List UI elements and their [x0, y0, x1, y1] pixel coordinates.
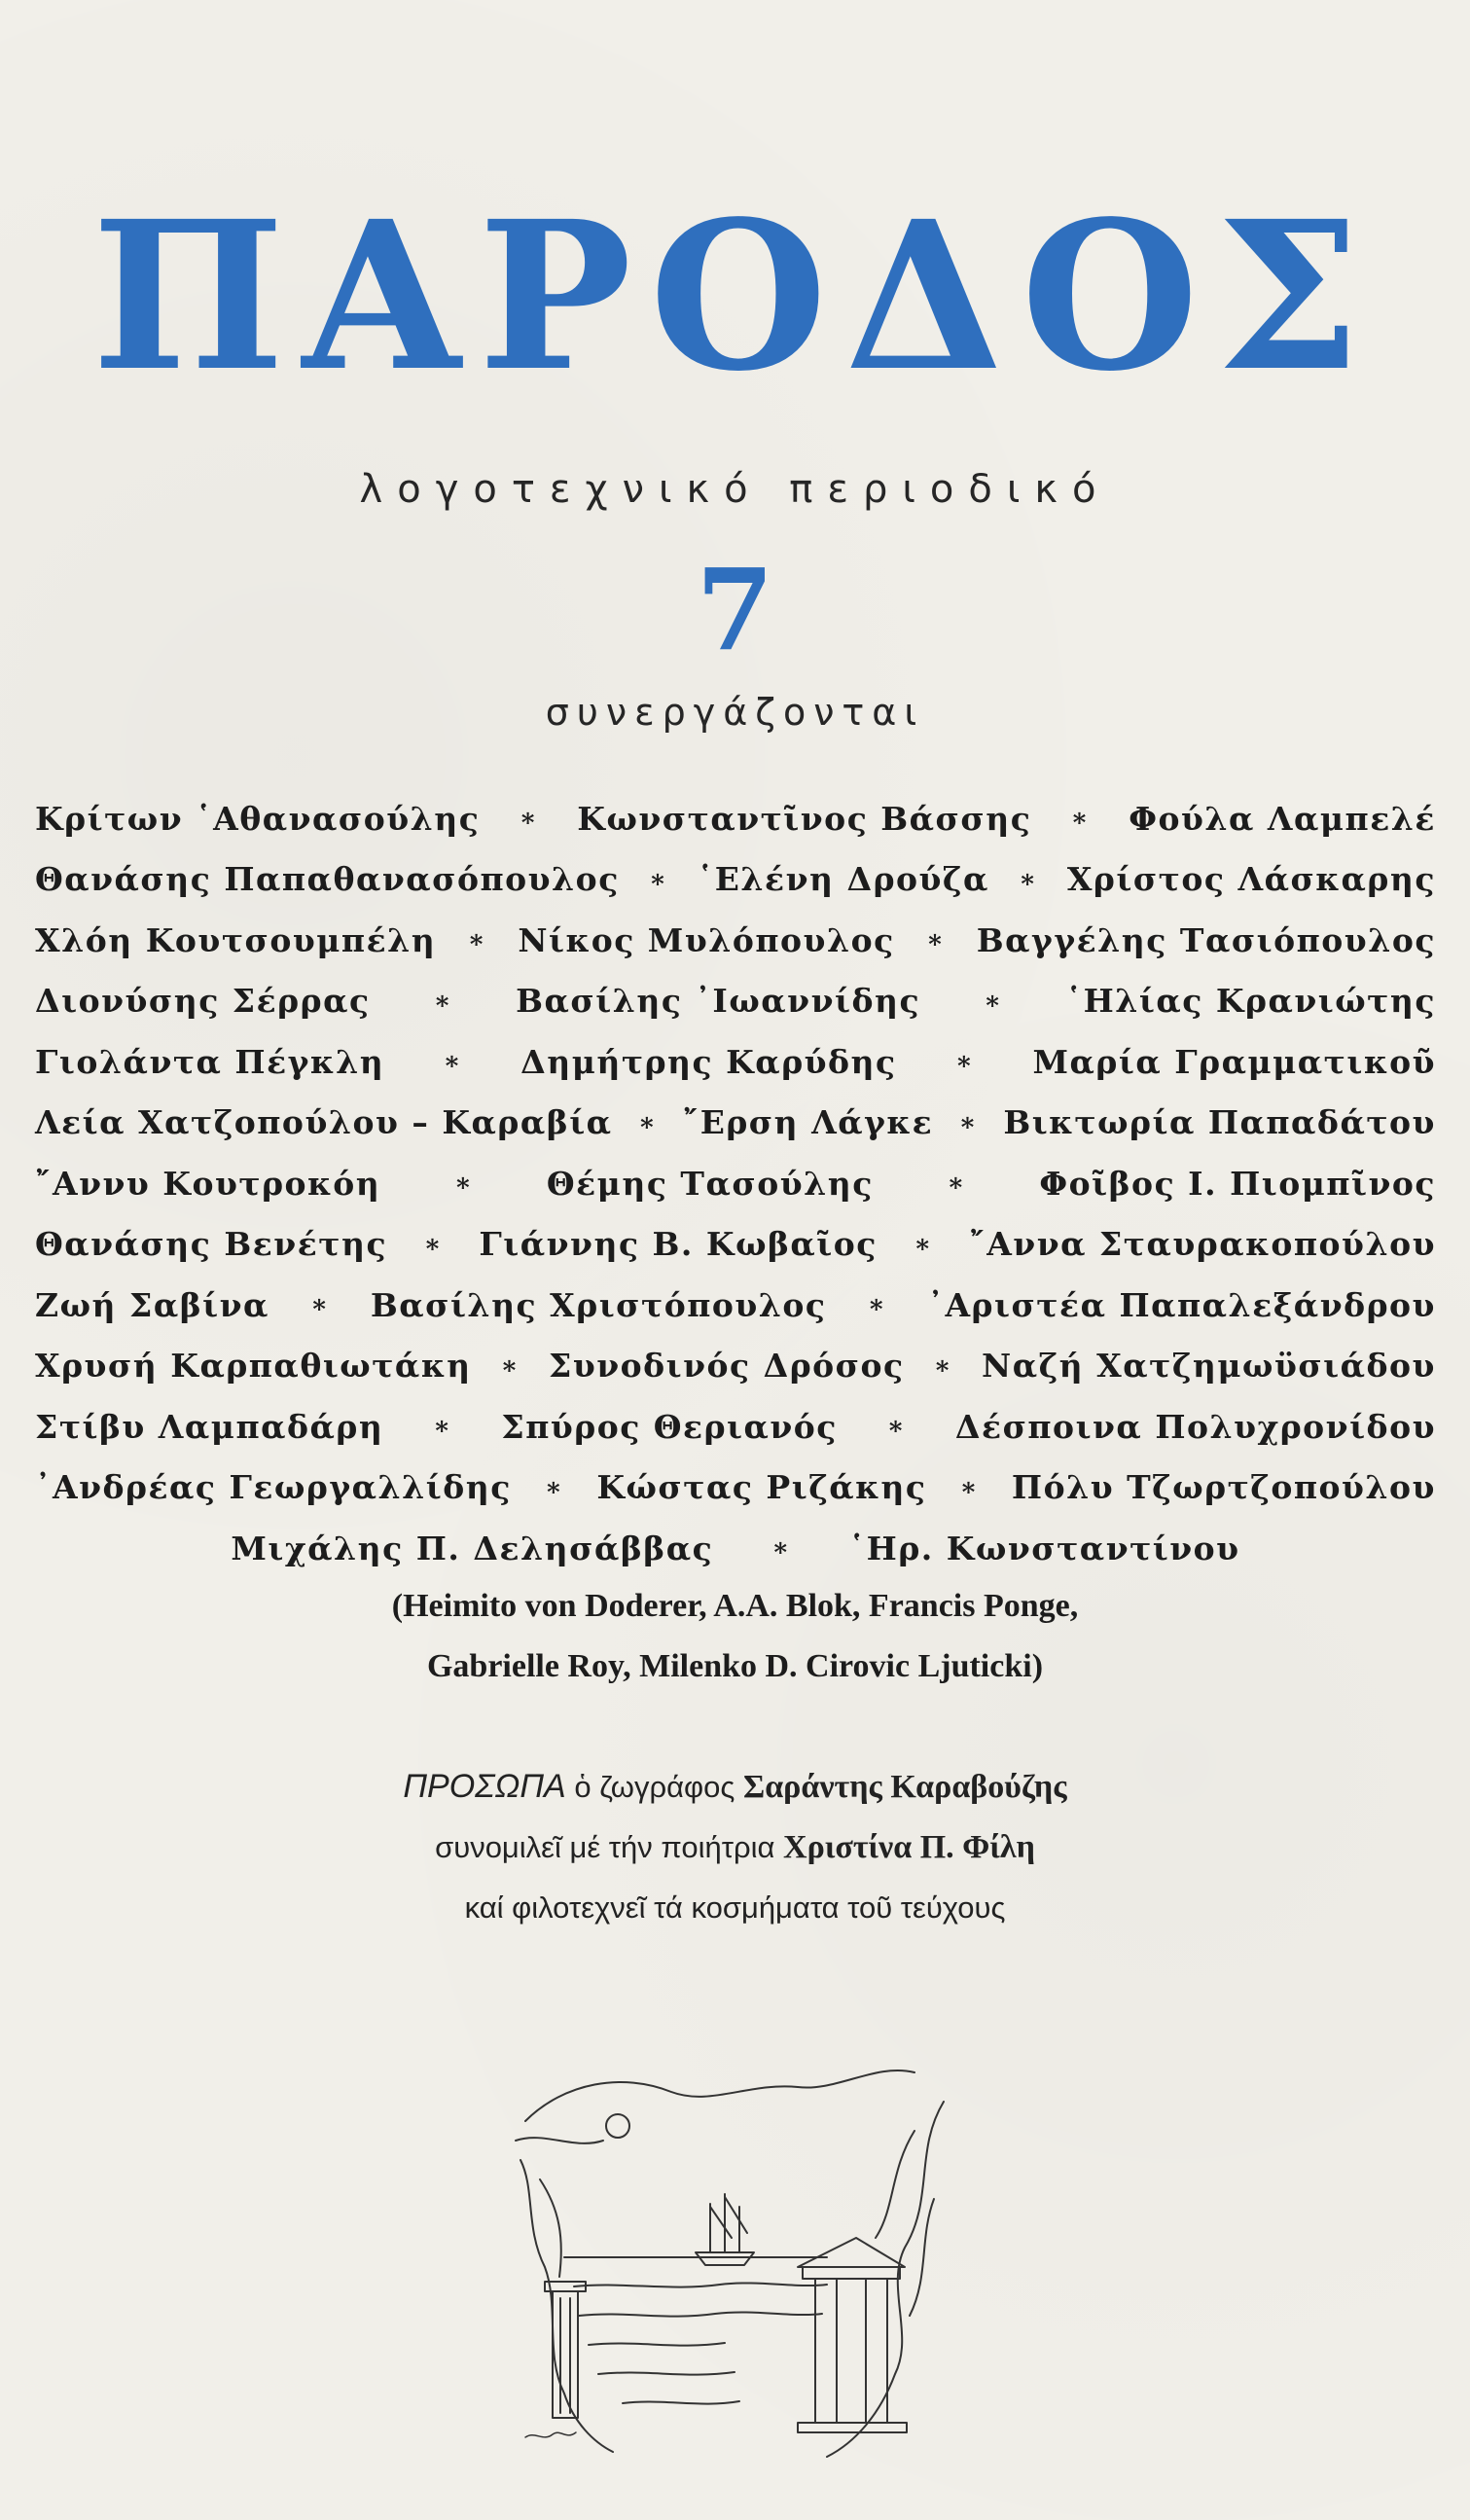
contributor-name: Γιάννης Β. Κωβαῖος — [479, 1225, 878, 1264]
contributor-name: ῾Ηρ. Κωνσταντίνου — [848, 1529, 1240, 1567]
separator-star: ∗ — [310, 1290, 330, 1320]
contributor-row — [35, 910, 1436, 971]
separator-star: ∗ — [867, 1290, 887, 1320]
separator-star: ∗ — [947, 1169, 966, 1199]
separator-star: ∗ — [933, 1350, 953, 1381]
separator-star: ∗ — [443, 1047, 462, 1077]
separator-star: ∗ — [954, 1047, 975, 1077]
prosopa-section — [0, 1756, 1470, 1938]
contributor-name: ῾Ηλίας Κρανιώτης — [1065, 982, 1436, 1021]
separator-star: ∗ — [519, 804, 539, 834]
contributor-name: ᾿Ανδρέας Γεωργαλλίδης — [35, 1468, 512, 1507]
foreign-contributors — [0, 1576, 1470, 1697]
separator-star: ∗ — [1019, 864, 1038, 894]
foreign-line-1: (Heimito von Doderer, A.A. Blok, Francis Ponge, — [391, 1588, 1079, 1624]
contributor-name: ᾿Αριστέα Παπαλεξάνδρου — [927, 1285, 1436, 1324]
contributor-name: Βαγγέλης Τασιόπουλος — [976, 920, 1436, 959]
contributor-row — [35, 1153, 1436, 1214]
separator-star: ∗ — [984, 986, 1003, 1016]
separator-star: ∗ — [886, 1412, 907, 1442]
contributor-name: Πόλυ Τζωρτζοπούλου — [1011, 1468, 1436, 1507]
contributor-row — [35, 1396, 1436, 1458]
contributor-name: Φοῖβος Ι. Πιομπῖνος — [1039, 1164, 1436, 1203]
contributor-name: Ναζή Χατζημωϋσιάδου — [982, 1347, 1436, 1386]
contributor-name: ῎Αννα Σταυρακοπούλου — [969, 1225, 1436, 1264]
separator-star: ∗ — [649, 864, 668, 894]
separator-star: ∗ — [433, 986, 453, 1016]
contributor-row — [35, 788, 1436, 849]
contributor-row — [35, 849, 1436, 911]
contributor-row — [35, 1458, 1436, 1519]
contributor-name: Βασίλης Χριστόπουλος — [370, 1285, 827, 1324]
separator-star: ∗ — [958, 1107, 978, 1137]
contributor-name: Χρίστος Λάσκαρης — [1066, 860, 1436, 899]
painter-name: Σαράντης Καραβούζης — [742, 1769, 1067, 1805]
contributor-row — [35, 1031, 1436, 1093]
separator-star: ∗ — [1070, 804, 1090, 834]
separator-star: ∗ — [423, 1229, 443, 1259]
contributor-name: Κώστας Ριζάκης — [596, 1468, 927, 1507]
contributor-name: Βασίλης ᾿Ιωαννίδης — [516, 982, 921, 1021]
contributor-name: Φούλα Λαμπελέ — [1129, 799, 1436, 838]
contributor-row — [35, 1093, 1436, 1154]
contributor-name: Βικτωρία Παπαδάτου — [1003, 1103, 1436, 1142]
separator-star: ∗ — [500, 1350, 520, 1381]
contributor-name: ῎Ερση Λάγκε — [682, 1103, 934, 1142]
contributor-name: Νίκος Μυλόπουλος — [518, 920, 895, 959]
collaborators-heading: συνεργάζονται — [545, 691, 925, 734]
prosopa-text: ὁ ζωγράφος — [574, 1770, 735, 1804]
prosopa-line-1 — [0, 1756, 1470, 1818]
separator-star: ∗ — [433, 1412, 452, 1442]
contributor-row — [35, 1214, 1436, 1276]
contributor-name: Διονύσης Σέρρας — [35, 982, 371, 1021]
poet-name: Χριστίνα Π. Φίλη — [783, 1829, 1035, 1865]
separator-star: ∗ — [959, 1472, 979, 1502]
contributor-name: ῎Αννυ Κουτροκόη — [35, 1164, 381, 1203]
contributor-name: Θέμης Τασούλης — [546, 1164, 874, 1203]
contributor-name: Θανάσης Παπαθανασόπουλος — [35, 860, 620, 899]
contributor-name: Δέσποινα Πολυχρονίδου — [954, 1407, 1436, 1446]
contributor-name: Συνοδινός Δρόσος — [549, 1347, 905, 1386]
contributors-list — [35, 788, 1436, 1579]
prosopa-text: συνομιλεῖ μέ τήν ποιήτρια — [435, 1830, 775, 1864]
contributor-row — [35, 1336, 1436, 1397]
contributor-name: Λεία Χατζοπούλου – Καραβία — [35, 1103, 613, 1142]
separator-star: ∗ — [467, 925, 487, 955]
contributor-name: Σπύρος Θεριανός — [501, 1407, 838, 1446]
contributor-name: Κρίτων ῾Αθανασούλης — [35, 799, 481, 838]
contributor-name: Χρυσή Καρπαθιωτάκη — [35, 1347, 472, 1386]
foreign-line-2: Gabrielle Roy, Milenko D. Cirovic Ljuticki) — [426, 1648, 1044, 1684]
separator-star: ∗ — [637, 1107, 658, 1137]
contributor-name: Δημήτρης Καρύδης — [520, 1042, 897, 1081]
contributor-name: Γιολάντα Πέγκλη — [35, 1042, 385, 1081]
contributor-name: Χλόη Κουτσουμπέλη — [35, 920, 437, 959]
prosopa-line-2 — [0, 1818, 1470, 1878]
contributor-name: Ζωή Σαβίνα — [35, 1285, 269, 1324]
magazine-title: ΠΑΡΟΔΟΣ — [91, 176, 1379, 416]
landscape-drawing — [506, 2043, 953, 2471]
separator-star: ∗ — [925, 925, 946, 955]
separator-star: ∗ — [453, 1169, 474, 1199]
contributor-row — [35, 1518, 1436, 1579]
prosopa-label: ΠΡΟΣΩΠΑ — [403, 1768, 566, 1805]
prosopa-line-3: καί φιλοτεχνεῖ τά κοσμήματα τοῦ τεύχους — [464, 1890, 1006, 1925]
contributor-name: Θανάσης Βενέτης — [35, 1225, 388, 1264]
contributor-row — [35, 1275, 1436, 1336]
contributor-name: Στίβυ Λαμπαδάρη — [35, 1407, 384, 1446]
separator-star: ∗ — [914, 1229, 933, 1259]
separator-star: ∗ — [771, 1533, 791, 1564]
contributor-name: Μιχάλης Π. Δελησάββας — [231, 1529, 714, 1567]
separator-star: ∗ — [544, 1472, 564, 1502]
magazine-subtitle: λογοτεχνικό περιοδικό — [359, 467, 1111, 512]
contributor-name: Κωνσταντῖνος Βάσσης — [577, 799, 1032, 838]
issue-number: 7 — [696, 545, 774, 676]
contributor-name: Μαρία Γραμματικοῦ — [1032, 1042, 1436, 1081]
contributor-name: ῾Ελένη Δρούζα — [697, 860, 989, 899]
contributor-row — [35, 971, 1436, 1032]
